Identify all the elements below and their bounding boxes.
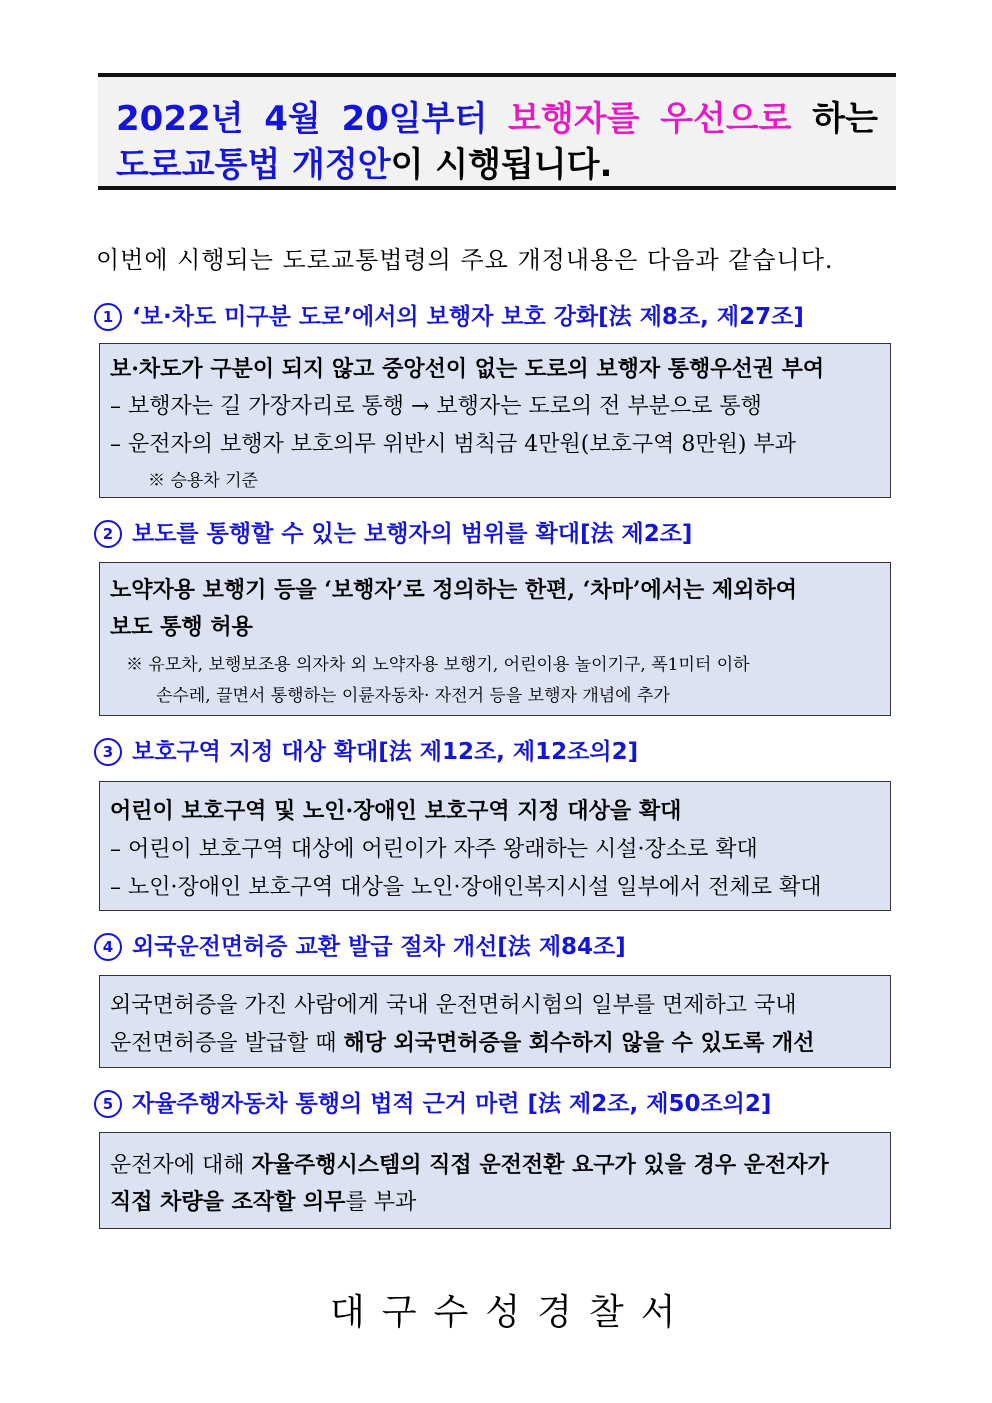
title-word xyxy=(660,91,791,140)
section-4-box xyxy=(99,975,891,1068)
section-1-heading xyxy=(94,298,804,331)
title-line-1 xyxy=(116,91,878,140)
title-word-date: 20일부터 xyxy=(341,99,488,139)
section-2-heading xyxy=(94,515,692,548)
section-5-line xyxy=(110,1185,416,1216)
section-5-line xyxy=(110,1148,829,1179)
title-suffix: 이 시행됩니다. xyxy=(390,145,613,185)
section-5-text: 운전자에 대해 xyxy=(110,1153,252,1178)
section-1-line: – 운전자의 보행자 보호의무 위반시 범칙금 4만원(보호구역 8만원) 부과 xyxy=(110,432,796,457)
section-1-line: 보·차도가 구분이 되지 않고 중앙선이 없는 도로의 보행자 통행우선권 부여 xyxy=(110,356,825,382)
section-5-title: 자율주행자동차 통행의 법적 근거 마련 [法 제2조, 제50조의2] xyxy=(132,1091,772,1117)
section-1-title: ‘보·차도 미구분 도로’에서의 보행자 보호 강화[法 제8조, 제27조] xyxy=(132,304,804,330)
section-1-line: – 보행자는 길 가장자리로 통행 → 보행자는 도로의 전 부분으로 통행 xyxy=(110,394,762,419)
circle-number-3: 3 xyxy=(94,738,122,766)
section-2-title: 보도를 통행할 수 있는 보행자의 범위를 확대[法 제2조] xyxy=(132,521,693,547)
section-5-emphasis: 자율주행시스템의 직접 운전전환 요구가 있을 경우 운전자가 xyxy=(251,1152,829,1178)
section-2-note: ※ 유모차, 보행보조용 의자차 외 노약자용 보행기, 어린이용 놀이기구, 폭1미터 이하 xyxy=(126,655,750,675)
section-3-box xyxy=(99,781,891,911)
section-5-text: 를 부과 xyxy=(345,1190,417,1215)
section-1-box xyxy=(99,343,891,498)
title-word: 4월 xyxy=(264,99,321,139)
section-2-line: 노약자용 보행기 등을 ‘보행자’로 정의하는 한편, ‘차마’에서는 제외하여 xyxy=(110,577,797,603)
section-2-note: 손수레, 끌면서 통행하는 이륜자동차· 자전거 등을 보행자 개념에 추가 xyxy=(156,686,670,706)
section-3-line: 어린이 보호구역 및 노인·장애인 보호구역 지정 대상을 확대 xyxy=(110,798,682,824)
title-law-name: 도로교통법 개정안 xyxy=(116,145,391,185)
title-word-priority: 우선으로 xyxy=(660,99,792,139)
section-5-heading xyxy=(94,1085,771,1118)
title-word: 보행자를 xyxy=(508,99,640,139)
intro-text: 이번에 시행되는 도로교통법령의 주요 개정내용은 다음과 같습니다. xyxy=(96,246,834,274)
section-5-emphasis: 직접 차량을 조작할 의무 xyxy=(110,1189,346,1215)
section-1-note: ※ 승용차 기준 xyxy=(148,471,258,491)
section-4-heading xyxy=(94,928,626,961)
section-4-line: 외국면허증을 가진 사람에게 국내 운전면허시험의 일부를 면제하고 국내 xyxy=(110,993,797,1018)
circle-number-1: 1 xyxy=(94,303,122,331)
section-3-line: – 어린이 보호구역 대상에 어린이가 자주 왕래하는 시설·장소로 확대 xyxy=(110,837,758,862)
section-4-line xyxy=(110,1026,815,1057)
circle-number-5: 5 xyxy=(94,1090,122,1118)
title-line-2 xyxy=(116,137,878,186)
title-word: 2022년 xyxy=(116,99,244,139)
section-3-line: – 노인·장애인 보호구역 대상을 노인·장애인복지시설 일부에서 전체로 확대 xyxy=(110,875,822,900)
section-4-title: 외국운전면허증 교환 발급 절차 개선[法 제84조] xyxy=(132,934,626,960)
title-word xyxy=(341,91,487,140)
section-2-box xyxy=(99,562,891,716)
section-3-title: 보호구역 지정 대상 확대[法 제12조, 제12조의2] xyxy=(132,739,639,765)
section-4-emphasis: 해당 외국면허증을 회수하지 않을 수 있도록 개선 xyxy=(343,1030,815,1056)
police-station-name: 대구수성경찰서 xyxy=(330,1292,693,1333)
title-box xyxy=(98,73,896,190)
section-4-text: 운전면허증을 발급할 때 xyxy=(110,1031,344,1056)
circle-number-4: 4 xyxy=(94,933,122,961)
section-2-line: 보도 통행 허용 xyxy=(110,614,253,640)
circle-number-2: 2 xyxy=(94,520,122,548)
section-5-box xyxy=(99,1132,891,1229)
title-word: 하는 xyxy=(812,99,878,139)
section-3-heading xyxy=(94,733,638,766)
